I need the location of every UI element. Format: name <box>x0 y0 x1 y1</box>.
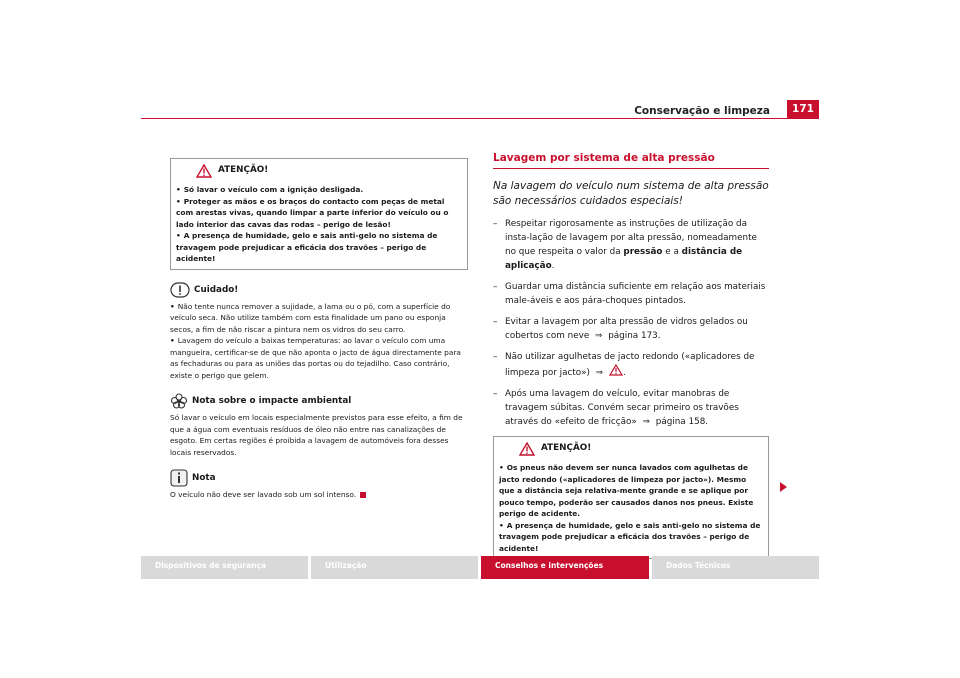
bullet: • <box>176 185 181 194</box>
step-text: . <box>622 368 626 378</box>
flower-icon <box>170 393 188 409</box>
environment-title: Nota sobre o impacte ambiental <box>192 396 352 406</box>
warning-item <box>176 184 462 196</box>
step-bold: pressão <box>623 247 663 257</box>
page-reference-link[interactable]: página 158. <box>655 417 709 427</box>
step-text: Guardar uma distância suficiente em relação aos materiais male-áveis e aos pára-choques pintados. <box>505 282 766 306</box>
warning-item <box>176 196 462 231</box>
list-item <box>493 217 769 273</box>
note-text: O veículo não deve ser lavado sob um sol intenso. <box>170 490 357 499</box>
warning-item-text: A presença de humidade, gelo e sais anti-gelo no sistema de travagem pode prejudicar a eficácia dos travões – perigo de acidente! <box>176 231 438 263</box>
footer-tab-technical-data[interactable]: Dados Técnicos <box>652 556 819 579</box>
step-text: Respeitar rigorosamente as instruções de utilização da insta-lação de lavagem por alta pressão, nomeadamente no que respeita o valor da <box>505 219 757 257</box>
note-heading <box>170 470 468 486</box>
warning-triangle-icon[interactable] <box>609 364 623 376</box>
warning-item-text: A presença de humidade, gelo e sais anti-gelo no sistema de travagem pode prejudicar a eficácia dos travões – perigo de acidente! <box>499 520 761 553</box>
list-item <box>493 387 769 429</box>
exclamation-icon <box>170 282 190 298</box>
environment-heading <box>170 393 468 409</box>
caution-title: Cuidado! <box>194 284 239 295</box>
warning-item <box>499 462 763 520</box>
step-text: . <box>551 261 555 271</box>
footer-tab-usage[interactable]: Utilização <box>311 556 478 579</box>
warning-item-text: Só lavar o veículo com a ignição desligada. <box>183 185 364 194</box>
warning-box-tyres <box>493 436 769 559</box>
header-title: Conservação e limpeza <box>634 105 770 117</box>
end-square-marker <box>360 492 366 498</box>
bullet: • <box>499 520 504 530</box>
list-item <box>493 315 769 343</box>
warning-title-text: ATENÇÃO! <box>541 443 592 454</box>
caution-item-text: Lavagem do veículo a baixas temperaturas: ao lavar o veículo com uma mangueira, certificar-se de que não aponta o jacto de água directamente para as fechaduras ou para as uniões das portas ou do tejadilho. Caso contrário, existe o perigo que gelem. <box>170 336 461 380</box>
warning-triangle-icon <box>196 164 212 178</box>
dash-marker: – <box>493 389 498 399</box>
step-text: e a <box>665 247 679 257</box>
arrow-right-icon: ⇒ <box>642 417 650 427</box>
caution-section <box>170 282 468 382</box>
environment-section <box>170 393 468 458</box>
caution-item <box>170 301 468 336</box>
page-reference-link[interactable]: página 173. <box>608 331 661 341</box>
arrow-right-icon: ⇒ <box>595 331 603 341</box>
list-item <box>493 350 769 380</box>
section-heading: Lavagem por sistema de alta pressão <box>493 152 769 169</box>
warning-triangle-icon <box>519 442 535 456</box>
step-text: Após uma lavagem do veículo, evitar manobras de travagem súbitas. Convém secar primeiro os travões através do «efeito de fricção» <box>505 389 739 427</box>
step-text: Evitar a lavagem por alta pressão de vidros gelados ou cobertos com neve <box>505 317 748 341</box>
warning-item <box>499 520 763 555</box>
right-column <box>493 152 769 559</box>
bullet: • <box>499 463 504 472</box>
warning-item <box>176 230 462 265</box>
caution-heading <box>170 282 468 298</box>
step-bold: distância de aplicação <box>505 247 743 271</box>
environment-text: Só lavar o veículo em locais especialmente previstos para esse efeito, a fim de que a água com eventuais resíduos de óleo não entre nas canalizações de esgoto. Em certas regiões é proibida a lavagem de automóveis fora desses locais reservados. <box>170 413 463 457</box>
header-rule <box>141 118 819 119</box>
footer-tab-advice[interactable]: Conselhos e intervenções <box>481 556 649 579</box>
list-item <box>493 280 769 308</box>
footer-tab-safety[interactable]: Dispositivos de segurança <box>141 556 308 579</box>
caution-item-text: Não tente nunca remover a sujidade, a lama ou o pó, com a superfície do veículo seca. Não utilize também com esta finalidade um pano ou esponja secos, a fim de não riscar a pintura nem os vidros do seu carro. <box>170 301 451 334</box>
arrow-right-icon: ⇒ <box>595 368 604 378</box>
bullet: • <box>170 301 175 311</box>
dash-marker: – <box>493 219 498 229</box>
next-page-arrow-icon[interactable] <box>780 482 787 492</box>
note-section <box>170 470 468 501</box>
bullet: • <box>170 336 175 345</box>
warning-title <box>519 439 763 459</box>
warning-box-ignition <box>170 158 468 270</box>
bullet: • <box>176 231 181 240</box>
info-note-icon <box>170 469 188 487</box>
warning-item-text: Os pneus não devem ser nunca lavados com agulhetas de jacto redondo («aplicadores de limpeza por jacto»). Mesmo que a distância seja relativa-mente grande e se aplique por pouco tempo, poderão ser causados danos nos pneus. Existe perigo de acidente. <box>499 463 754 518</box>
steps-list <box>493 217 769 429</box>
dash-marker: – <box>493 352 498 362</box>
page-number: 171 <box>787 100 819 118</box>
warning-title <box>196 161 462 181</box>
step-text: Não utilizar agulhetas de jacto redondo («aplicadores de limpeza por jacto») <box>505 352 755 378</box>
section-subtitle: Na lavagem do veículo num sistema de alta pressão são necessários cuidados especiais! <box>493 180 769 207</box>
caution-item <box>170 335 468 381</box>
dash-marker: – <box>493 282 498 292</box>
note-paragraph <box>170 489 468 501</box>
bullet: • <box>176 196 181 206</box>
warning-item-text: Proteger as mãos e os braços do contacto com peças de metal com arestas vivas, quando limpar a parte inferior do veículo ou o lado interior das cavas das rodas – perigo de lesão! <box>176 196 449 229</box>
note-title: Nota <box>192 473 216 483</box>
dash-marker: – <box>493 317 498 327</box>
warning-title-text: ATENÇÃO! <box>218 165 269 176</box>
left-column <box>170 158 468 501</box>
